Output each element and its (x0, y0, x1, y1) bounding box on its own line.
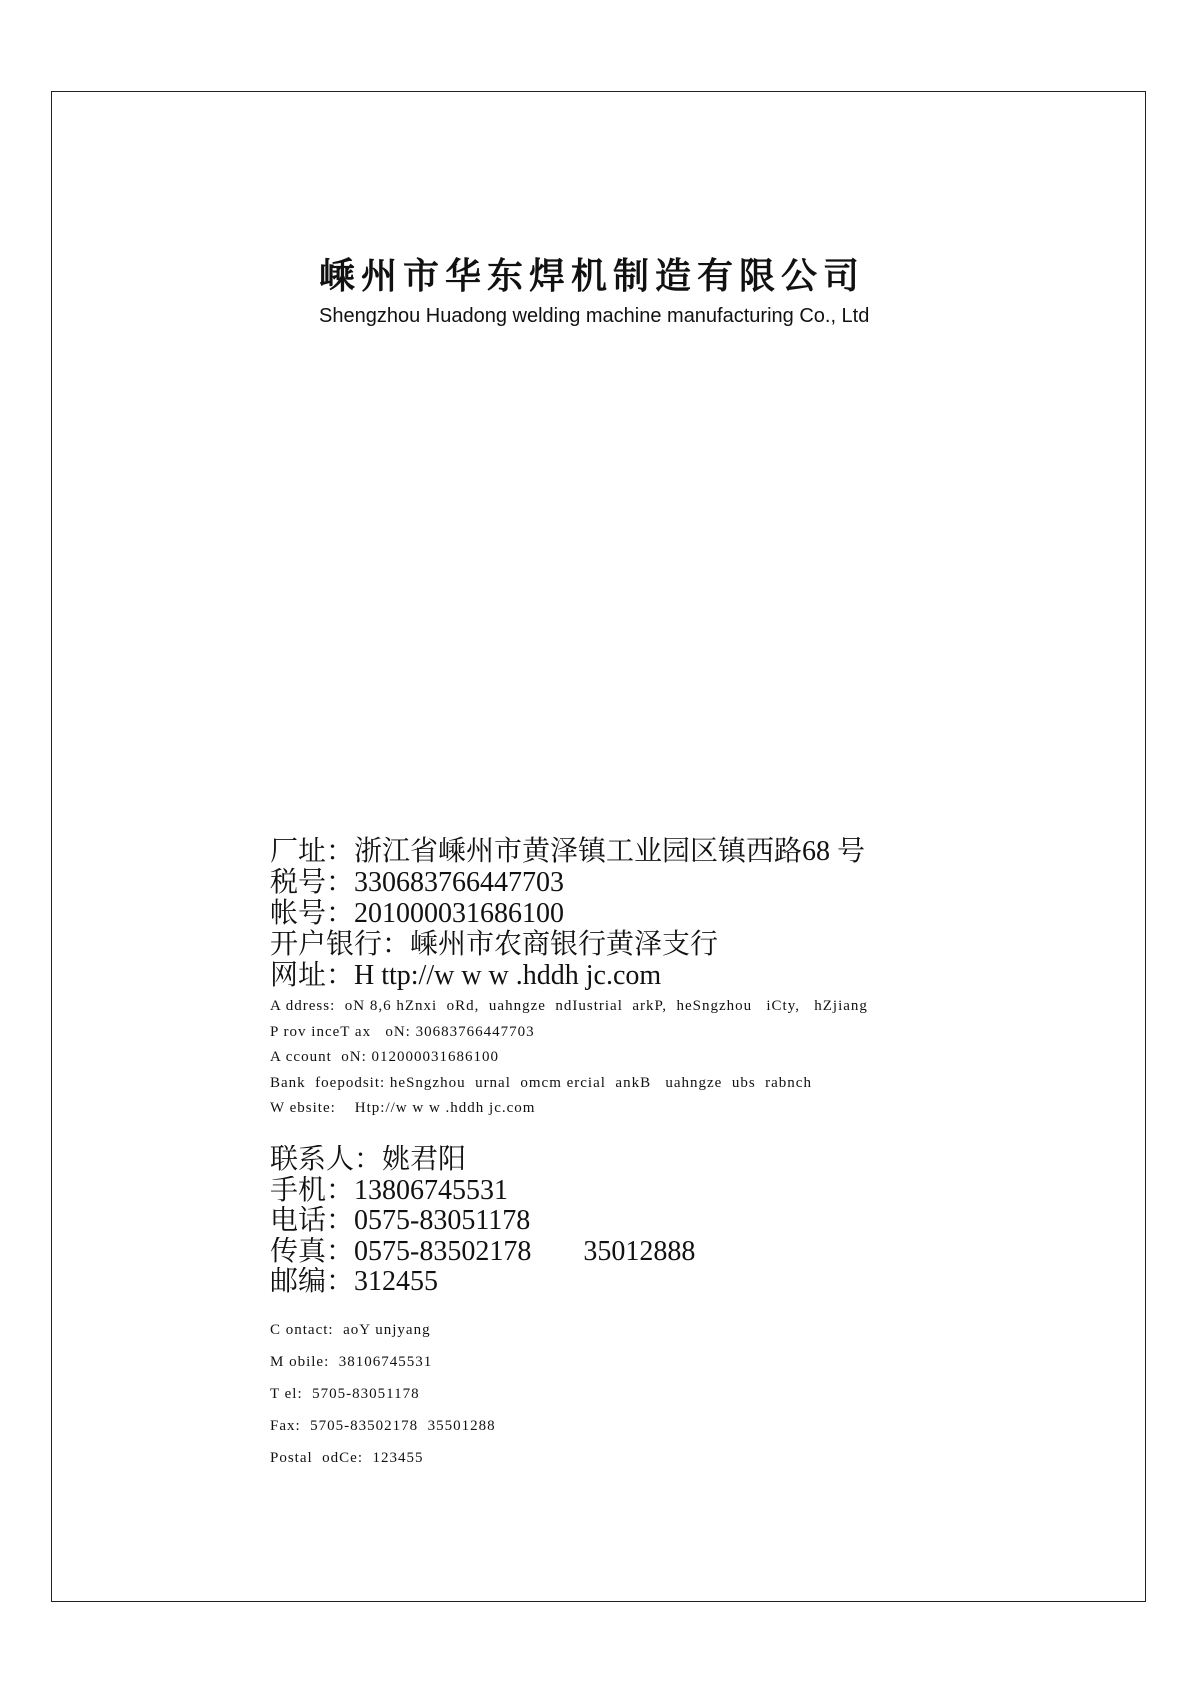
telephone-en: T el: 5705-83051178 (270, 1386, 420, 1402)
company-name-cn: 嵊州市华东焊机制造有限公司 (319, 256, 866, 297)
company-name-en: Shengzhou Huadong welding machine manufacturing Co., Ltd (319, 305, 870, 327)
contact-person-en: C ontact: aoY unjyang (270, 1322, 431, 1338)
website-cn: 网址：H ttp://w w w .hddh jc.com (270, 960, 662, 991)
fax-en: Fax: 5705-83502178 35501288 (270, 1418, 496, 1434)
contact-person-cn: 联系人：姚君阳 (270, 1145, 467, 1175)
fax-line-cn (270, 1237, 1150, 1268)
account-number-en: A ccount oN: 012000031686100 (270, 1049, 499, 1065)
fax-cn: 传真：0575-83502178 (270, 1236, 532, 1267)
telephone-cn: 电话：0575-83051178 (270, 1206, 531, 1236)
contact-cn (270, 1145, 1150, 1298)
address-cn: 厂址：浙江省嵊州市黄泽镇工业园区镇西路68 号 (270, 836, 866, 867)
mobile-cn: 手机：13806745531 (270, 1175, 509, 1206)
company-details-cn (270, 836, 1150, 991)
website-en: W ebsite: Htp://w w w .hddh jc.com (270, 1100, 536, 1116)
company-details-en (270, 994, 1150, 1122)
bank-en: Bank foepodsit: heSngzhou urnal omcm ercial ankB uahngze ubs rabnch (270, 1074, 812, 1091)
tax-number-cn: 税号：330683766447703 (270, 867, 565, 898)
postal-code-en: Postal odCe: 123455 (270, 1450, 424, 1466)
postal-code-cn: 邮编：312455 (270, 1267, 439, 1297)
account-number-cn: 帐号：201000031686100 (270, 898, 565, 929)
mobile-en: M obile: 38106745531 (270, 1354, 433, 1370)
contact-en (270, 1314, 1150, 1474)
fax-extra-cn: 35012888 (583, 1236, 696, 1267)
address-en: A ddress: oN 8,6 hZnxi oRd, uahngze ndIustrial arkP, heSngzhou iCty, hZjiang (270, 998, 868, 1014)
tax-number-en: P rov inceT ax oN: 30683766447703 (270, 1023, 535, 1040)
bank-cn: 开户银行：嵊州市农商银行黄泽支行 (270, 929, 719, 960)
